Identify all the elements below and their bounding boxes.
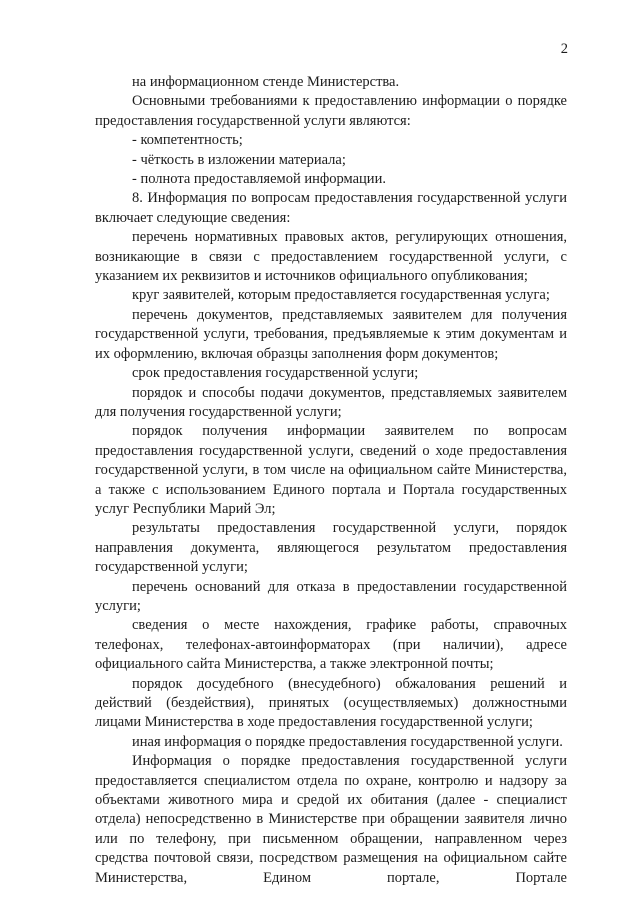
paragraph: - компетентность; xyxy=(132,132,243,149)
paragraph: 8. Информация по вопросам предоставления государственной услуги включает следующие сведения: xyxy=(95,190,567,226)
paragraph: перечень нормативных правовых актов, регулирующих отношения, возникающие в связи с предоставлением государственной услуги, с указанием их реквизитов и источников официального опубликования; xyxy=(95,229,567,285)
paragraph: иная информация о порядке предоставления государственной услуги. xyxy=(132,733,563,750)
paragraph: - полнота предоставляемой информации. xyxy=(132,171,386,188)
paragraph: на информационном стенде Министерства. xyxy=(132,74,400,90)
paragraph: результаты предоставления государственной услуги, порядок направления документа, являющегося результатом предоставления государственной услуги; xyxy=(95,520,567,576)
paragraph: перечень оснований для отказа в предоставлении государственной услуги; xyxy=(95,578,567,614)
paragraph: Основными требованиями к предоставлению информации о порядке предоставления государственной услуги являются: xyxy=(95,93,567,129)
paragraph: срок предоставления государственной услуги; xyxy=(132,365,419,382)
paragraph: перечень документов, представляемых заявителем для получения государственной услуги, требования, предъявляемые к этим документам и их оформлению, включая образцы заполнения форм документов; xyxy=(95,306,567,362)
document-body xyxy=(95,73,567,888)
paragraph: порядок и способы подачи документов, представляемых заявителем для получения государственной услуги; xyxy=(95,384,567,420)
paragraph: круг заявителей, которым предоставляется государственная услуга; xyxy=(132,287,550,304)
paragraph: - чёткость в изложении материала; xyxy=(132,151,346,168)
page-number: 2 xyxy=(560,41,568,57)
paragraph: Информация о порядке предоставления государственной услуги предоставляется специалистом отдела по охране, контролю и надзору за объектами животного мира и средой их обитания (далее - специалист отдела) непосредственно в Министерстве при обращении заявителя лично или по телефону, при письменном обращении, направленном через средства почтовой связи, посредством размещения на официальном сайте Министерства, Едином портале, Портале xyxy=(95,753,567,886)
paragraph: порядок получения информации заявителем по вопросам предоставления государственной услуги, сведений о ходе предоставления государственной услуги, в том числе на официальном сайте Министерства, а также с использованием Единого портала и Портала государственных услуг Республики Марий Эл; xyxy=(95,423,567,517)
paragraph: порядок досудебного (внесудебного) обжалования решений и действий (бездействия), принятых (осуществляемых) должностными лицами Министерства в ходе предоставления государственной услуги; xyxy=(95,675,567,731)
paragraph: сведения о месте нахождения, графике работы, справочных телефонах, телефонах-автоинформаторах (при наличии), адресе официального сайта Министерства, а также электронной почты; xyxy=(95,617,567,673)
